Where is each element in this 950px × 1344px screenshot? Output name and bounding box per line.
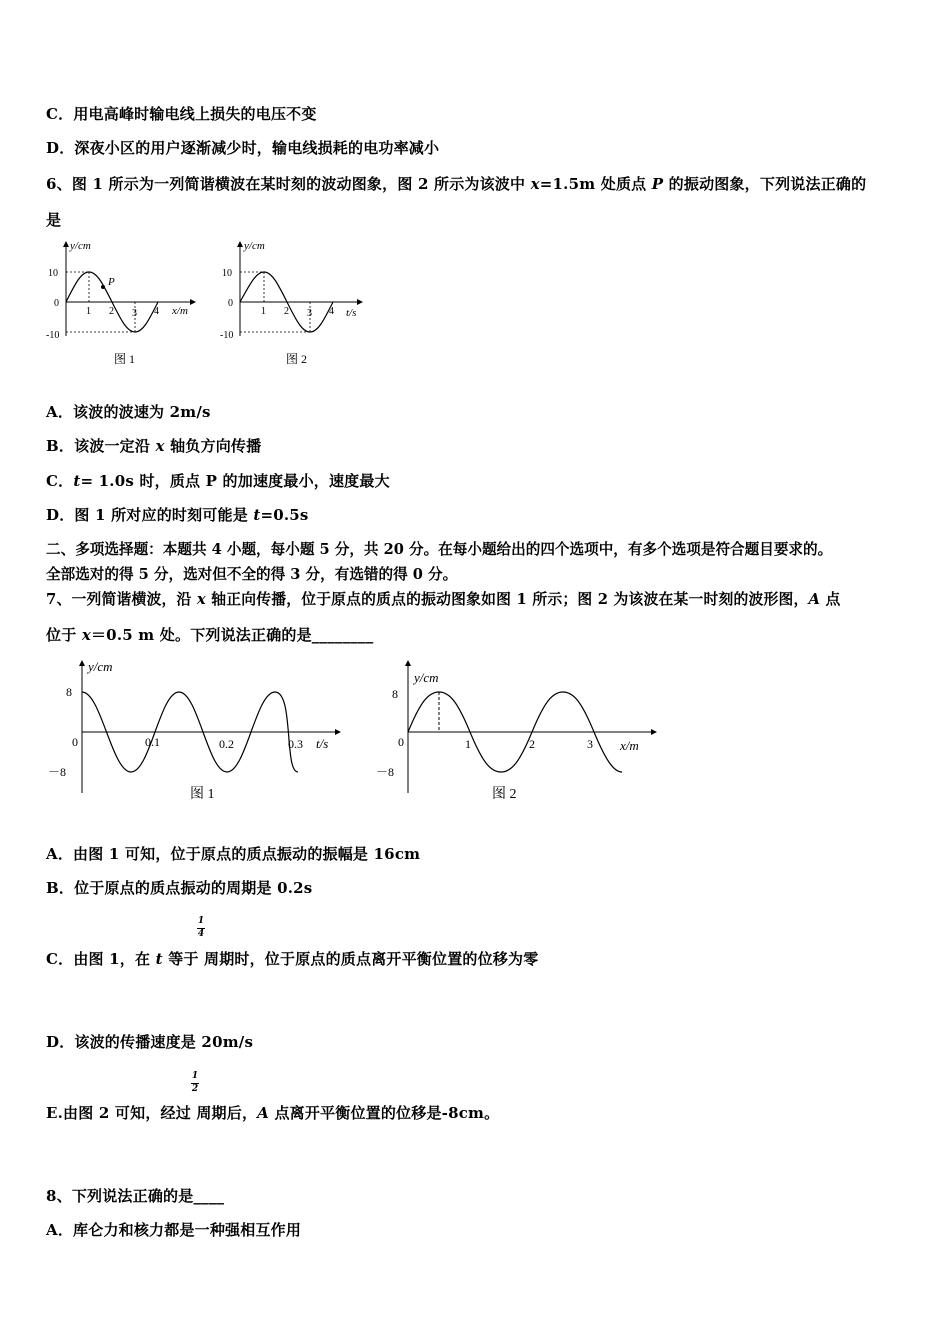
q7-option-c: C．由图 1，在 t 等于 周期时，位于原点的质点离开平衡位置的位移为零: [46, 950, 539, 968]
y-tick-label: 10: [222, 268, 232, 279]
x-tick-label: 1: [261, 306, 266, 317]
point-p-label: P: [108, 276, 115, 288]
figure-caption: 图 1: [114, 352, 136, 366]
x-tick-label: 0.1: [145, 735, 160, 749]
fraction-one-half: 1 2: [191, 1071, 199, 1094]
y-axis-label: y/cm: [244, 240, 265, 252]
x-tick-label: 3: [307, 308, 312, 319]
figure-caption: 图 1: [190, 787, 215, 802]
q6-option-c: C．t= 1.0s 时，质点 P 的加速度最小，速度最大: [46, 472, 390, 490]
q7-stem: 7、一列简谐横波，沿 x 轴正向传播，位于原点的质点的振动图象如图 1 所示；图 2 为该波在某一时刻的波形图，A 点: [46, 591, 841, 608]
y-tick-label: 0: [228, 298, 233, 309]
y-tick-label: －8: [376, 765, 395, 779]
q5-option-d: D．深夜小区的用户逐渐减少时，输电线损耗的电功率减小: [46, 139, 440, 157]
x-tick-label: 1: [465, 737, 471, 751]
x-tick-label: 2: [529, 737, 535, 751]
x-tick-label: 4: [329, 306, 334, 317]
y-tick-label: 8: [66, 685, 72, 699]
section-2-heading-line2: 全部选对的得 5 分，选对但不全的得 3 分，有选错的得 0 分。: [46, 566, 458, 583]
x-tick-label: 2: [284, 306, 289, 317]
x-tick-label: 3: [132, 308, 137, 319]
x-tick-label: 1: [86, 306, 91, 317]
x-tick-label: 3: [587, 737, 593, 751]
q6-option-b: B．该波一定沿 x 轴负方向传播: [46, 437, 262, 455]
origin-label: 0: [398, 735, 404, 749]
q7-stem-line2: 位于 x＝0.5 m 处。下列说法正确的是________: [46, 626, 374, 644]
y-tick-label: 10: [48, 268, 58, 279]
q7-figure-2: [374, 655, 664, 807]
q6-stem-line2: 是: [46, 211, 62, 229]
q6-figure-1: [40, 236, 210, 371]
x-axis-label: t/s: [316, 736, 329, 751]
origin-label: 0: [72, 735, 78, 749]
y-axis-label: y/cm: [414, 670, 439, 685]
y-tick-label: 0: [54, 298, 59, 309]
q7-option-a: A．由图 1 可知，位于原点的质点振动的振幅是 16cm: [46, 845, 421, 863]
fraction-one-quarter: 1 4: [197, 916, 205, 939]
x-tick-label: 0.3: [288, 737, 303, 751]
x-axis-label: x/m: [172, 305, 188, 317]
q8-stem: 8、下列说法正确的是____: [46, 1187, 225, 1205]
figure-caption: 图 2: [286, 352, 308, 366]
x-tick-label: 2: [109, 306, 114, 317]
x-tick-label: 4: [154, 306, 159, 317]
x-tick-label: 0.2: [219, 737, 234, 751]
q6-figure-2: [214, 236, 374, 371]
q8-option-a: A．库仑力和核力都是一种强相互作用: [46, 1221, 302, 1239]
section-2-heading: 二、多项选择题：本题共 4 小题，每小题 5 分，共 20 分。在每小题给出的四个选项中，有多个选项是符合题目要求的。: [46, 541, 833, 558]
y-tick-label: -10: [220, 330, 234, 341]
q7-option-e: E.由图 2 可知，经过 周期后，A 点离开平衡位置的位移是-8cm。: [46, 1104, 500, 1122]
q6-option-a: A．该波的波速为 2m/s: [46, 403, 211, 421]
figure-caption: 图 2: [492, 787, 517, 802]
x-axis-label: t/s: [346, 307, 357, 319]
q7-figure-1: [46, 655, 346, 807]
y-tick-label: －8: [48, 765, 67, 779]
q6-option-d: D．图 1 所对应的时刻可能是 t=0.5s: [46, 506, 309, 524]
q7-option-b: B．位于原点的质点振动的周期是 0.2s: [46, 879, 313, 897]
q6-stem: 6、图 1 所示为一列简谐横波在某时刻的波动图象，图 2 所示为该波中 x=1.5m 处质点 P 的振动图象，下列说法正确的: [46, 175, 867, 193]
y-axis-label: y/cm: [70, 240, 91, 252]
q5-option-c: C．用电高峰时输电线上损失的电压不变: [46, 105, 317, 123]
y-tick-label: 8: [392, 687, 398, 701]
y-axis-label: y/cm: [88, 659, 113, 674]
q7-option-d: D．该波的传播速度是 20m/s: [46, 1033, 254, 1051]
x-axis-label: x/m: [620, 738, 639, 753]
y-tick-label: -10: [46, 330, 60, 341]
point-p-marker: [101, 285, 105, 289]
